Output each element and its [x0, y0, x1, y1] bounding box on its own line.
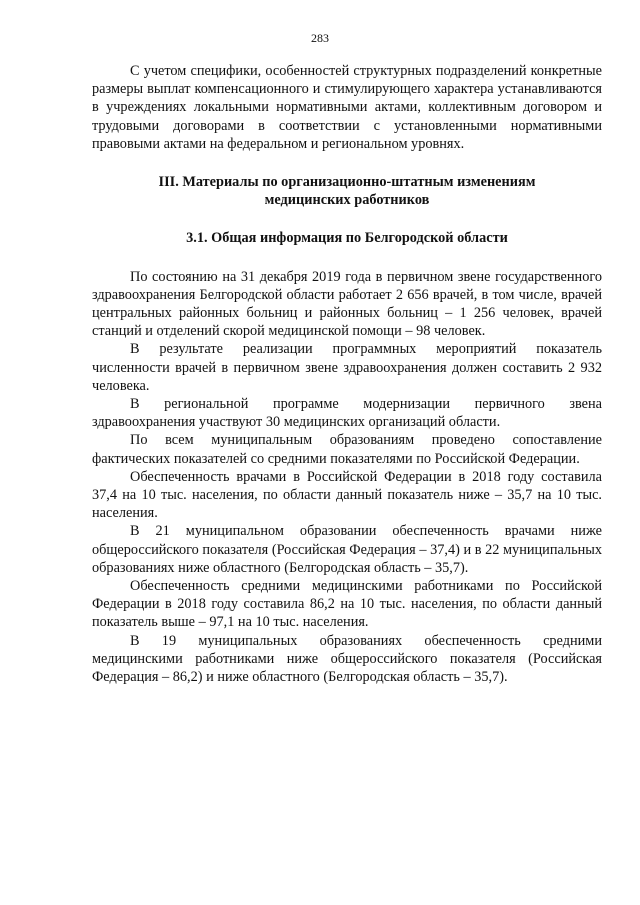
section-title-line-2: медицинских работников	[264, 192, 430, 209]
body-paragraph-1: По состоянию на 31 декабря 2019 года в первичном звене государственного здравоохранения Белгородской области работает 2 656 врачей, в том числе, врачей центральных районных больниц и районных больниц – 1 256 человек, врачей станций и отделений скорой медицинской помощи – 98 человек.	[92, 268, 602, 340]
body-paragraph-2: В результате реализации программных мероприятий показатель численности врачей в первичном звене здравоохранения должен составить 2 932 человека.	[92, 341, 602, 394]
body-paragraph-7: Обеспеченность средними медицинскими работниками по Российской Федерации в 2018 году составила 86,2 на 10 тыс. населения, по области данный показатель выше – 97,1 на 10 тыс. населения.	[92, 578, 602, 631]
section-title	[92, 173, 602, 209]
body-paragraph-5: Обеспеченность врачами в Российской Федерации в 2018 году составила 37,4 на 10 тыс. населения, по области данный показатель ниже – 35,7 на 10 тыс. населения.	[92, 468, 602, 522]
intro-paragraph: С учетом специфики, особенностей структурных подразделений конкретные размеры выплат компенсационного и стимулирующего характера устанавливаются в учреждениях локальными нормативными актами, коллективным договором и трудовыми договорами в соответствии с установленными нормативными правовыми актами на федеральном и региональном уровнях.	[92, 63, 602, 152]
body-paragraph-3: В региональной программе модернизации первичного звена здравоохранения участвуют 30 медицинских организаций области.	[92, 396, 602, 431]
body-paragraph-4: По всем муниципальным образованиям проведено сопоставление фактических показателей со средними показателями по Российской Федерации.	[92, 432, 602, 467]
body-paragraph-8: В 19 муниципальных образованиях обеспеченность средними медицинскими работниками ниже общероссийского показателя (Российская Федерация – 86,2) и ниже областного (Белгородская область – 35,7).	[92, 632, 602, 686]
body-paragraph-6: В 21 муниципальном образовании обеспеченность врачами ниже общероссийского показателя (Российская Федерация – 37,4) и в 22 муниципальных образованиях ниже областного (Белгородская область – 35,7).	[92, 523, 602, 576]
page-content	[92, 62, 602, 686]
subsection-title: 3.1. Общая информация по Белгородской области	[186, 230, 508, 247]
page-number: 283	[311, 31, 329, 45]
section-title-line-1: III. Материалы по организационно-штатным изменениям	[158, 174, 536, 191]
